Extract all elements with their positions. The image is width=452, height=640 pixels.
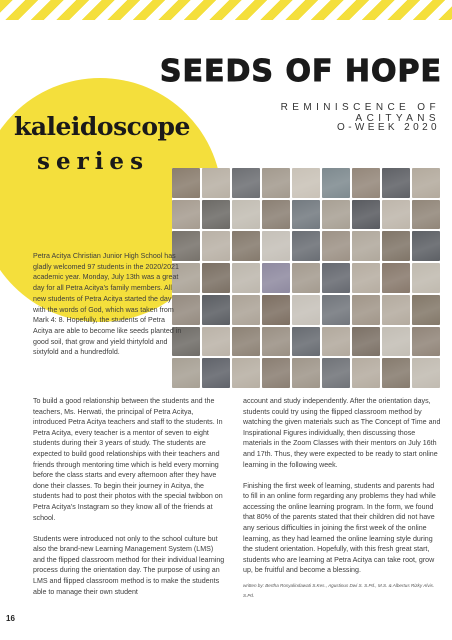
collage-photo — [292, 358, 320, 388]
collage-photo — [292, 168, 320, 198]
collage-photo — [232, 327, 260, 357]
collage-photo — [382, 327, 410, 357]
collage-photo — [202, 295, 230, 325]
collage-photo — [202, 327, 230, 357]
collage-photo — [412, 327, 440, 357]
collage-photo — [202, 263, 230, 293]
collage-photo — [412, 295, 440, 325]
collage-photo — [202, 358, 230, 388]
collage-photo — [382, 231, 410, 261]
collage-photo — [352, 168, 380, 198]
collage-photo — [382, 358, 410, 388]
collage-photo — [262, 295, 290, 325]
right-paragraph: account and study independently. After the orientation days, students could try using the flipped classroom method by watching the given materials such as The Concept of Time and Inspirational Figures individually, then discussing those materials in the Zoom Classes with their mentors on July 16th and 17th. Thus, they were expected to be ready to start online learning in the following week. — [243, 397, 441, 469]
collage-photo — [232, 295, 260, 325]
photo-collage — [172, 168, 440, 388]
collage-photo — [232, 358, 260, 388]
collage-photo — [202, 200, 230, 230]
collage-photo — [262, 263, 290, 293]
left-column — [33, 396, 225, 608]
collage-photo — [232, 263, 260, 293]
page-title: SEEDS OF HOPE — [159, 54, 442, 89]
right-column — [243, 396, 441, 602]
collage-photo — [382, 263, 410, 293]
collage-photo — [352, 327, 380, 357]
collage-photo — [412, 200, 440, 230]
collage-photo — [292, 263, 320, 293]
collage-photo — [232, 200, 260, 230]
collage-photo — [352, 295, 380, 325]
collage-photo — [352, 231, 380, 261]
collage-photo — [262, 168, 290, 198]
collage-photo — [382, 200, 410, 230]
collage-photo — [412, 231, 440, 261]
collage-photo — [352, 358, 380, 388]
collage-photo — [382, 168, 410, 198]
collage-photo — [262, 358, 290, 388]
collage-photo — [322, 263, 350, 293]
collage-photo — [232, 168, 260, 198]
subtitle: REMINISCENCE OF ACITYANS — [280, 102, 440, 124]
event-label: O-WEEK 2020 — [337, 122, 440, 133]
collage-photo — [322, 327, 350, 357]
collage-photo — [202, 168, 230, 198]
collage-photo — [262, 231, 290, 261]
collage-photo — [202, 231, 230, 261]
left-paragraph: To build a good relationship between the students and the teachers, Ms. Herwati, the principal of Petra Acitya, introduced Petra Acitya teachers and staff to the students. In Petra Acitya, every teacher is a mentor of seven to eight students during their 3 years of study. The students are expected to build good relationships with their teachers and friends through mentoring time which is held every morning before the class starts and every afternoon after they have done their classes. To begin their journey in Acitya, the students had to post their photos with the special twibbon on Petra Acitya's Instagram so they know all of the friends at school. — [33, 397, 223, 522]
collage-photo — [232, 231, 260, 261]
collage-photo — [292, 231, 320, 261]
collage-photo — [292, 327, 320, 357]
collage-photo — [322, 358, 350, 388]
collage-photo — [172, 168, 200, 198]
collage-photo — [352, 200, 380, 230]
collage-photo — [292, 295, 320, 325]
decorative-stripe-band — [0, 0, 452, 20]
collage-photo — [322, 200, 350, 230]
collage-photo — [352, 263, 380, 293]
collage-photo — [262, 327, 290, 357]
collage-photo — [322, 295, 350, 325]
series-title-word1: kaleidoscope — [14, 112, 190, 141]
collage-photo — [412, 358, 440, 388]
intro-paragraph: Petra Acitya Christian Junior High School has gladly welcomed 97 students in the 2020/2021 academic year. Monday, July 13th was a great day for all Petra Acitya's family members. All new students of Petra Acitya started the day with the words of God, which was taken from Mark 4: 8. Hopefully, the students of Petra Acitya are able to become like seeds planted in good soil, that grow and yield thirtyfold and sixtyfold and a hundredfold. — [33, 252, 182, 357]
collage-photo — [322, 168, 350, 198]
collage-photo — [262, 200, 290, 230]
page-number: 16 — [6, 614, 15, 623]
collage-photo — [322, 231, 350, 261]
collage-photo — [172, 200, 200, 230]
series-title-word2: series — [37, 148, 150, 175]
collage-photo — [382, 295, 410, 325]
collage-photo — [412, 263, 440, 293]
collage-photo — [412, 168, 440, 198]
left-paragraph: Students were introduced not only to the school culture but also the brand-new Learning Management System (LMS) and the flipped classroom method for their individual learning process during the orientation day. The purpose of using an LMS and flipped classroom method is to make the students able to manage their own student — [33, 534, 225, 596]
collage-photo — [292, 200, 320, 230]
author-credit: written by: Bertha Rosyalindawati S.Kes., Agustinus Dwi S. S.Pd., M.S. & Albertus Rizky Alvis. S.Pd. — [243, 582, 435, 599]
collage-photo — [172, 358, 200, 388]
right-paragraph: Finishing the first week of learning, students and parents had to fill in an online form regarding any problems they had while accessing the online learning program. In the form, we found that 80% of the parents stated that their children did not have any serious difficulties in joining the first week of the online learning, as they had learned the online learning style during the student orientation. Hopefully, with this fresh great start, students who are learning at Petra Acitya can take root, grow up, be fruitful and become a blessing. — [243, 481, 436, 575]
